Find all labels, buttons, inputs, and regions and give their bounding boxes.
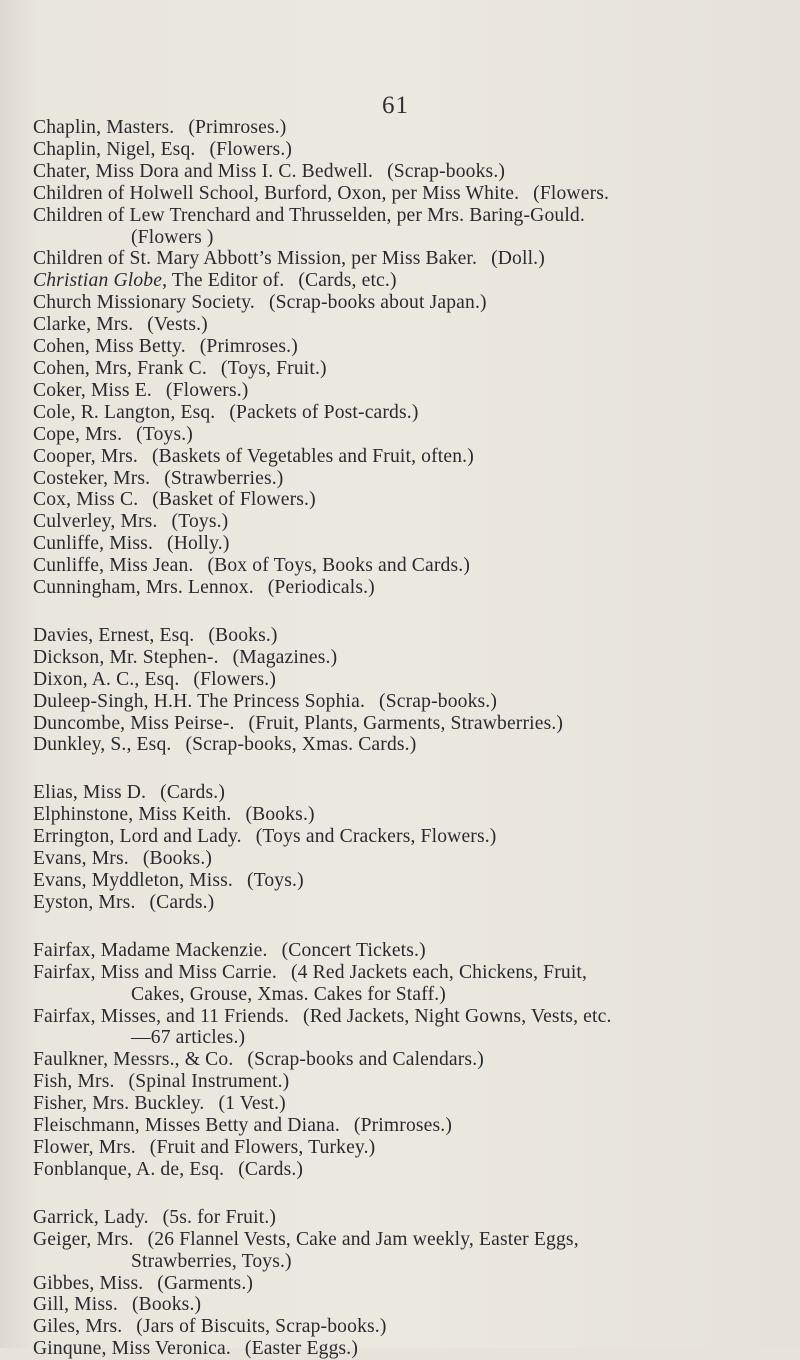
donor-name: Flower, Mrs.: [33, 1136, 136, 1158]
donor-entry: [33, 358, 789, 380]
donation-description: (Scrap-books, Xmas. Cards.): [185, 734, 417, 756]
donor-name: Church Missionary Society.: [33, 292, 255, 314]
donor-group-c: [33, 117, 789, 599]
donor-name: Children of Lew Trenchard and Thrusselden, per Mrs. Baring-Gould.: [33, 204, 585, 226]
donation-description: (Books.): [245, 804, 315, 826]
donor-name: Evans, Mrs.: [33, 848, 129, 870]
donor-name: Culverley, Mrs.: [33, 511, 158, 533]
donor-entry: [33, 647, 789, 669]
donor-name: Cohen, Miss Betty.: [33, 336, 186, 358]
donor-entry: [33, 1071, 789, 1093]
donor-entry: [33, 489, 789, 511]
donor-entry: [33, 248, 789, 270]
donation-description: (Cards.): [238, 1158, 304, 1180]
donor-entry: [33, 1049, 789, 1071]
donor-name: Fisher, Mrs. Buckley.: [33, 1093, 205, 1115]
donor-entry: [33, 804, 789, 826]
donor-name: Giles, Mrs.: [33, 1316, 123, 1338]
donation-description: (Box of Toys, Books and Cards.): [207, 555, 470, 577]
donation-description: (26 Flannel Vests, Cake and Jam weekly, Easter Eggs,: [147, 1228, 579, 1250]
donation-description: (Basket of Flowers.): [152, 489, 316, 511]
donor-entry: [33, 555, 789, 577]
donation-description: (Vests.): [147, 314, 208, 336]
donor-name: Cunliffe, Miss.: [33, 533, 154, 555]
donor-entry: [33, 625, 789, 647]
donor-entry: [33, 1159, 789, 1181]
donation-description: (Toys and Crackers, Flowers.): [255, 826, 497, 848]
donation-description: (1 Vest.): [218, 1093, 286, 1115]
page-number: 61: [382, 92, 409, 119]
donation-description: (Magazines.): [232, 646, 338, 668]
donation-description: (Flowers.): [193, 668, 276, 690]
donor-name: Dixon, A. C., Esq.: [33, 668, 180, 690]
donor-name: Gill, Miss.: [33, 1294, 118, 1316]
donor-entry: [33, 1316, 789, 1338]
donor-name: Fairfax, Misses, and 11 Friends.: [33, 1005, 290, 1027]
donor-name: Clarke, Mrs.: [33, 314, 134, 336]
donor-entry: [33, 446, 789, 468]
donor-entry: [33, 1006, 789, 1028]
donor-group-d: [33, 625, 789, 756]
donation-description: (Doll.): [491, 248, 545, 270]
donation-description: (Toys.): [171, 511, 229, 533]
donor-entry: [33, 314, 789, 336]
donation-description: (Flowers.): [209, 138, 293, 160]
donation-description-continued: Cakes, Grouse, Xmas. Cakes for Staff.): [131, 983, 446, 1005]
donation-description: (Concert Tickets.): [281, 939, 426, 961]
donor-name: Faulkner, Messrs., & Co.: [33, 1049, 234, 1071]
donor-name: Ginqune, Miss Veronica.: [33, 1338, 231, 1360]
donation-description: (Books.): [131, 1294, 202, 1316]
donation-description: (Primroses.): [353, 1115, 453, 1137]
donation-description: (Periodicals.): [267, 577, 375, 599]
donor-name: Cunningham, Mrs. Lennox.: [33, 577, 254, 599]
donation-description-continued: (Flowers ): [131, 226, 214, 248]
donor-entry: [33, 826, 789, 848]
donor-entry: [33, 940, 789, 962]
donor-entry: [33, 577, 789, 599]
donation-description: (Fruit and Flowers, Turkey.): [149, 1136, 376, 1158]
donation-description: (4 Red Jackets each, Chickens, Fruit,: [290, 961, 588, 983]
donation-description-continued: Strawberries, Toys.): [131, 1250, 292, 1272]
donor-name: Cole, R. Langton, Esq.: [33, 401, 216, 423]
donation-description: (Garments.): [157, 1272, 254, 1294]
donor-entry: [33, 468, 789, 490]
donor-name: Fish, Mrs.: [33, 1071, 115, 1093]
donor-group-f: [33, 940, 789, 1181]
donation-description: (Fruit, Plants, Garments, Strawberries.): [248, 712, 564, 734]
donation-description: (Cards.): [160, 782, 226, 804]
donor-name: Fonblanque, A. de, Esq.: [33, 1158, 225, 1180]
donation-description: (Primroses.): [188, 117, 287, 138]
donor-entry: [33, 1229, 789, 1251]
donor-group-e: [33, 782, 789, 913]
donor-name: Garrick, Lady.: [33, 1206, 149, 1228]
donation-description: (Scrap-books about Japan.): [268, 292, 487, 314]
donor-name: Cox, Miss C.: [33, 489, 139, 511]
donor-name: Duleep-Singh, H.H. The Princess Sophia.: [33, 690, 366, 712]
donor-name: Elias, Miss D.: [33, 782, 147, 804]
donor-name: Chaplin, Masters.: [33, 117, 175, 138]
donor-name: Errington, Lord and Lady.: [33, 826, 242, 848]
donor-entry: [33, 139, 789, 161]
donor-entry: [33, 380, 789, 402]
donation-description: (Baskets of Vegetables and Fruit, often.): [151, 445, 474, 467]
donation-description: (Toys, Fruit.): [220, 357, 327, 379]
donor-entry: [33, 713, 789, 735]
donor-name: Eyston, Mrs.: [33, 891, 136, 913]
donor-entry: [33, 424, 789, 446]
donation-description: (Scrap-books.): [379, 690, 498, 712]
donor-entry: [33, 533, 789, 555]
donor-entry: [33, 892, 789, 914]
donor-entry: [33, 336, 789, 358]
donation-description: (5s. for Fruit.): [162, 1206, 277, 1228]
donor-group-g: [33, 1207, 789, 1360]
donor-name: Fairfax, Madame Mackenzie.: [33, 939, 268, 961]
donor-entry: [33, 1137, 789, 1159]
donation-description: (Books.): [142, 848, 213, 870]
donation-description: (Flowers.: [533, 182, 610, 204]
donor-entry: [33, 782, 789, 804]
donor-name: Cope, Mrs.: [33, 423, 123, 445]
donation-description-continued: —67 articles.): [131, 1027, 246, 1049]
donor-entry: [33, 117, 789, 139]
donor-name: Dickson, Mr. Stephen-.: [33, 646, 219, 668]
donor-list: [33, 117, 789, 1360]
donor-entry: [33, 870, 789, 892]
donation-description: (Toys.): [136, 423, 193, 445]
donor-name: Coker, Miss E.: [33, 379, 152, 401]
donation-description: (Cards.): [149, 891, 215, 913]
donor-name: Children of Holwell School, Burford, Oxon, per Miss White.: [33, 182, 520, 204]
donor-name: Gibbes, Miss.: [33, 1272, 144, 1294]
donor-entry: [33, 205, 789, 227]
donor-name: Cooper, Mrs.: [33, 445, 138, 467]
donation-description: (Easter Eggs.): [244, 1338, 359, 1360]
donor-entry: [33, 402, 789, 424]
donation-description: (Spinal Instrument.): [128, 1071, 290, 1093]
donor-name: Dunkley, S., Esq.: [33, 734, 172, 756]
donation-description: (Holly.): [167, 533, 230, 555]
donor-entry: [33, 1338, 789, 1360]
donor-name: Chater, Miss Dora and Miss I. C. Bedwell.: [33, 160, 374, 182]
donation-description: (Books.): [208, 624, 278, 646]
donor-name: Evans, Myddleton, Miss.: [33, 870, 233, 891]
donor-name: Duncombe, Miss Peirse-.: [33, 712, 235, 734]
donor-entry: [33, 511, 789, 533]
donation-description: (Scrap-books.): [387, 160, 506, 182]
donation-description: (Primroses.): [199, 336, 298, 358]
donor-name: Costeker, Mrs.: [33, 467, 151, 489]
donor-entry: [33, 1093, 789, 1115]
donor-name: Chaplin, Nigel, Esq.: [33, 138, 196, 160]
donor-entry: [33, 962, 789, 984]
donor-entry: [33, 734, 789, 756]
donor-name: Elphinstone, Miss Keith.: [33, 804, 232, 826]
donation-description: (Flowers.): [165, 379, 249, 401]
donor-name: Christian Globe, The Editor of.: [33, 270, 285, 292]
donor-name: Geiger, Mrs.: [33, 1228, 134, 1250]
donation-description: (Jars of Biscuits, Scrap-books.): [136, 1316, 387, 1338]
donor-name: Cunliffe, Miss Jean.: [33, 555, 194, 577]
donor-entry: [33, 1115, 789, 1137]
donor-entry: [33, 669, 789, 691]
donor-entry: [33, 1273, 789, 1295]
donation-description: (Red Jackets, Night Gowns, Vests, etc.: [303, 1005, 612, 1027]
donor-name: Cohen, Mrs, Frank C.: [33, 357, 207, 379]
donor-entry: [33, 691, 789, 713]
donation-description: (Cards, etc.): [298, 270, 397, 292]
donor-name: Children of St. Mary Abbott’s Mission, per Miss Baker.: [33, 248, 478, 270]
donor-entry: [33, 161, 789, 183]
donor-entry: [33, 183, 789, 205]
donor-entry: [33, 1294, 789, 1316]
donation-description: (Scrap-books and Calendars.): [247, 1049, 484, 1071]
donation-description: (Strawberries.): [164, 467, 284, 489]
donation-description: (Toys.): [246, 870, 304, 891]
donor-name: Davies, Ernest, Esq.: [33, 624, 195, 646]
donor-entry: [33, 848, 789, 870]
donor-entry: [33, 1207, 789, 1229]
donor-name: Fairfax, Miss and Miss Carrie.: [33, 961, 277, 983]
donation-description: (Packets of Post-cards.): [229, 401, 419, 423]
donor-entry: [33, 292, 789, 314]
donor-entry: [33, 270, 789, 292]
donor-name: Fleischmann, Misses Betty and Diana.: [33, 1115, 340, 1137]
